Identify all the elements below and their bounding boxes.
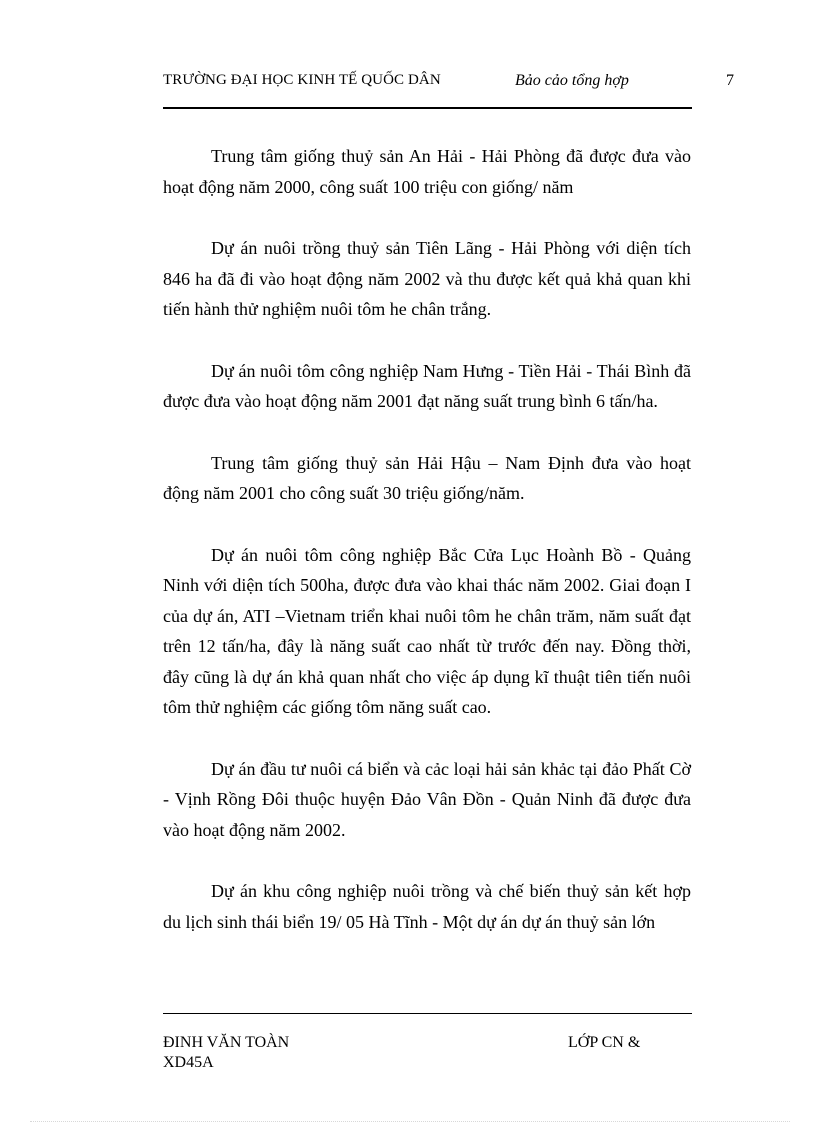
paragraph: Dự án nuôi trồng thuỷ sản Tiên Lãng - Hải Phòng với diện tích 846 ha đã đi vào hoạt động năm 2002 và thu được kết quả khả quan khi tiến hành thử nghiệm nuôi tôm he chân trắng.	[163, 238, 691, 319]
header-divider	[163, 107, 692, 109]
document-body	[163, 141, 691, 968]
paragraph: Dự án khu công nghiệp nuôi trồng và chế biến thuỷ sản kết hợp du lịch sinh thái biển 19/ 05 Hà Tĩnh - Một dự án dự án thuỷ sản lớn	[163, 881, 691, 932]
paragraph: Dự án nuôi tôm công nghiệp Nam Hưng - Tiền Hải - Thái Bình đã được đưa vào hoạt động năm 2001 đạt năng suất trung bình 6 tấn/ha.	[163, 360, 691, 411]
author-name: ĐINH VĂN TOÀN XD45A	[163, 1034, 290, 1071]
class-label: LỚP CN &	[568, 1034, 641, 1051]
paragraph: Trung tâm giống thuỷ sản Hải Hậu – Nam Định đưa vào hoạt động năm 2001 cho công suất 30 triệu giống/năm.	[163, 452, 691, 503]
page-number: 7	[726, 72, 734, 89]
paragraph: Trung tâm giống thuỷ sản An Hải - Hải Phòng đã được đưa vào hoạt động năm 2000, công suất 100 triệu con giống/ năm	[163, 146, 691, 197]
page-edge-divider	[30, 1121, 790, 1122]
report-title: Bảo cảo tổng hợp	[515, 72, 629, 89]
school-name: TRƯỜNG ĐẠI HỌC KINH TẾ QUỐC DÂN	[163, 72, 441, 88]
footer-divider	[163, 1013, 692, 1014]
page-header	[163, 72, 738, 94]
paragraph: Dự án đầu tư nuôi cá biển và cảc loại hải sản khảc tại đảo Phất Cờ - Vịnh Rồng Đôi thuộc huyện Đảo Vân Đồn - Quản Ninh đã được đưa vào hoạt động năm 2002.	[163, 758, 691, 840]
paragraph: Dự án nuôi tôm công nghiệp Bắc Cửa Lục Hoành Bồ - Quảng Ninh với diện tích 500ha, được đưa vào khai thác năm 2002. Giai đoạn I của dự án, ATI –Vietnam triển khai nuôi tôm he chân trăm, năm suất đạt trên 12 tấn/ha, đây là năng suất cao nhất từ trước đến nay. Đồng thời, đây cũng là dự án khả quan nhất cho việc áp dụng kĩ thuật tiên tiến nuôi tôm thử nghiệm các giống tôm năng suất cao.	[163, 544, 691, 717]
